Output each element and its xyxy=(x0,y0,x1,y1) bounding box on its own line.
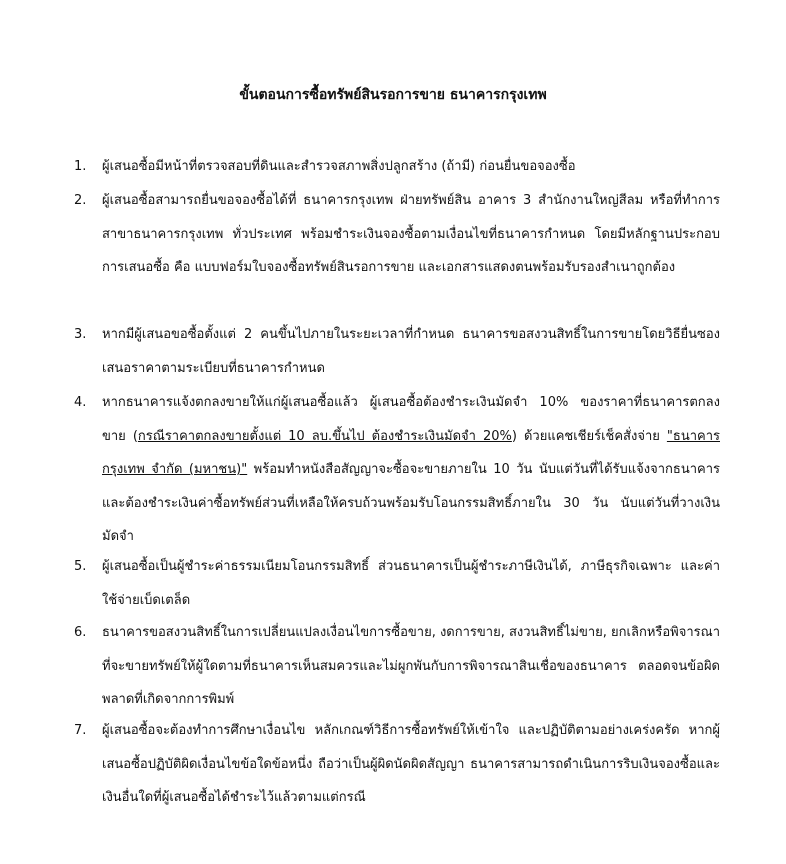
deposit-condition-note: กรณีราคาตกลงขายตั้งแต่ 10 ลบ.ขึ้นไป ต้องชำระเงินมัดจำ 20% xyxy=(137,428,512,444)
page-title: ขั้นตอนการซื้อทรัพย์สินรอการขาย ธนาคารกรุงเทพ xyxy=(239,87,547,103)
item-number: 3. xyxy=(74,327,87,342)
item-number: 2. xyxy=(74,193,87,208)
item-text: ผู้เสนอซื้อเป็นผู้ชำระค่าธรรมเนียมโอนกรรมสิทธิ์ ส่วนธนาคารเป็นผู้ชำระภาษีเงินได้, ภาษีธุรกิจเฉพาะ และค่าใช้จ่ายเบ็ดเตล็ด xyxy=(102,559,720,608)
item-text: ผู้เสนอซื้อมีหน้าที่ตรวจสอบที่ดินและสำรวจสภาพสิ่งปลูกสร้าง (ถ้ามี) ก่อนยื่นขอจองซื้อ xyxy=(102,159,576,174)
item-number: 7. xyxy=(74,723,87,738)
item-text: ผู้เสนอซื้อจะต้องทำการศึกษาเงื่อนไข หลักเกณฑ์วิธีการซื้อทรัพย์ให้เข้าใจ และปฏิบัติตามอย่างเคร่งครัด หากผู้เสนอซื้อปฏิบัติผิดเงื่อนไขข้อใดข้อหนึ่ง ถือว่าเป็นผู้ผิดนัดผิดสัญญา ธนาคารสามารถดำเนินการริบเงินจองซื้อและเงินอื่นใดที่ผู้เสนอซื้อได้ชำระไว้แล้วตามแต่กรณี xyxy=(102,723,720,805)
item-number: 5. xyxy=(74,559,87,574)
payee-name: "ธนาคารกรุงเทพ จำกัด (มหาชน)" xyxy=(102,428,720,477)
item-number: 4. xyxy=(74,395,87,410)
item-text-part: พร้อมทำหนังสือสัญญาจะซื้อจะขายภายใน 10 วัน นับแต่วันที่ได้รับแจ้งจากธนาคารและต้องชำระเงินค่าซื้อทรัพย์ส่วนที่เหลือให้ครบถ้วนพร้อมรับโอนกรรมสิทธิ์ภายใน 30 วัน นับแต่วันที่วางเงินมัดจำ xyxy=(102,462,720,544)
item-text: หากมีผู้เสนอขอซื้อตั้งแต่ 2 คนขึ้นไปภายในระยะเวลาที่กำหนด ธนาคารขอสงวนสิทธิ์ในการขายโดยวิธียื่นซองเสนอราคาตามระเบียบที่ธนาคารกำหนด xyxy=(102,327,720,376)
item-text xyxy=(102,386,720,554)
item-text: ผู้เสนอซื้อสามารถยื่นขอจองซื้อได้ที่ ธนาคารกรุงเทพ ฝ่ายทรัพย์สิน อาคาร 3 สำนักงานใหญ่สีลม หรือที่ทำการสาขาธนาคารกรุงเทพ ทั่วประเทศ พร้อมชำระเงินจองซื้อตามเงื่อนไขที่ธนาคารกำหนด โดยมีหลักฐานประกอบการเสนอซื้อ คือ แบบฟอร์มใบจองซื้อทรัพย์สินรอการขาย และเอกสารแสดงตนพร้อมรับรองสำเนาถูกต้อง xyxy=(102,193,720,275)
item-number: 1. xyxy=(74,159,87,174)
item-text-part: ) ด้วยแคชเชียร์เช็คสั่งจ่าย xyxy=(511,428,667,444)
item-text-part: หากธนาคารแจ้งตกลงขายให้แก่ผู้เสนอซื้อแล้ว ผู้เสนอซื้อต้องชำระเงินมัดจำ 10% ของราคาที่ธนาคารตกลงขาย ( xyxy=(102,395,720,444)
item-number: 6. xyxy=(74,625,87,640)
item-text: ธนาคารขอสงวนสิทธิ์ในการเปลี่ยนแปลงเงื่อนไขการซื้อขาย, งดการขาย, สงวนสิทธิ์ไม่ขาย, ยกเลิกหรือพิจารณาที่จะขายทรัพย์ให้ผู้ใดตามที่ธนาคารเห็นสมควรและไม่ผูกพันกับการพิจารณาสินเชื่อของธนาคาร ตลอดจนข้อผิดพลาดที่เกิดจากการพิมพ์ xyxy=(102,625,721,707)
